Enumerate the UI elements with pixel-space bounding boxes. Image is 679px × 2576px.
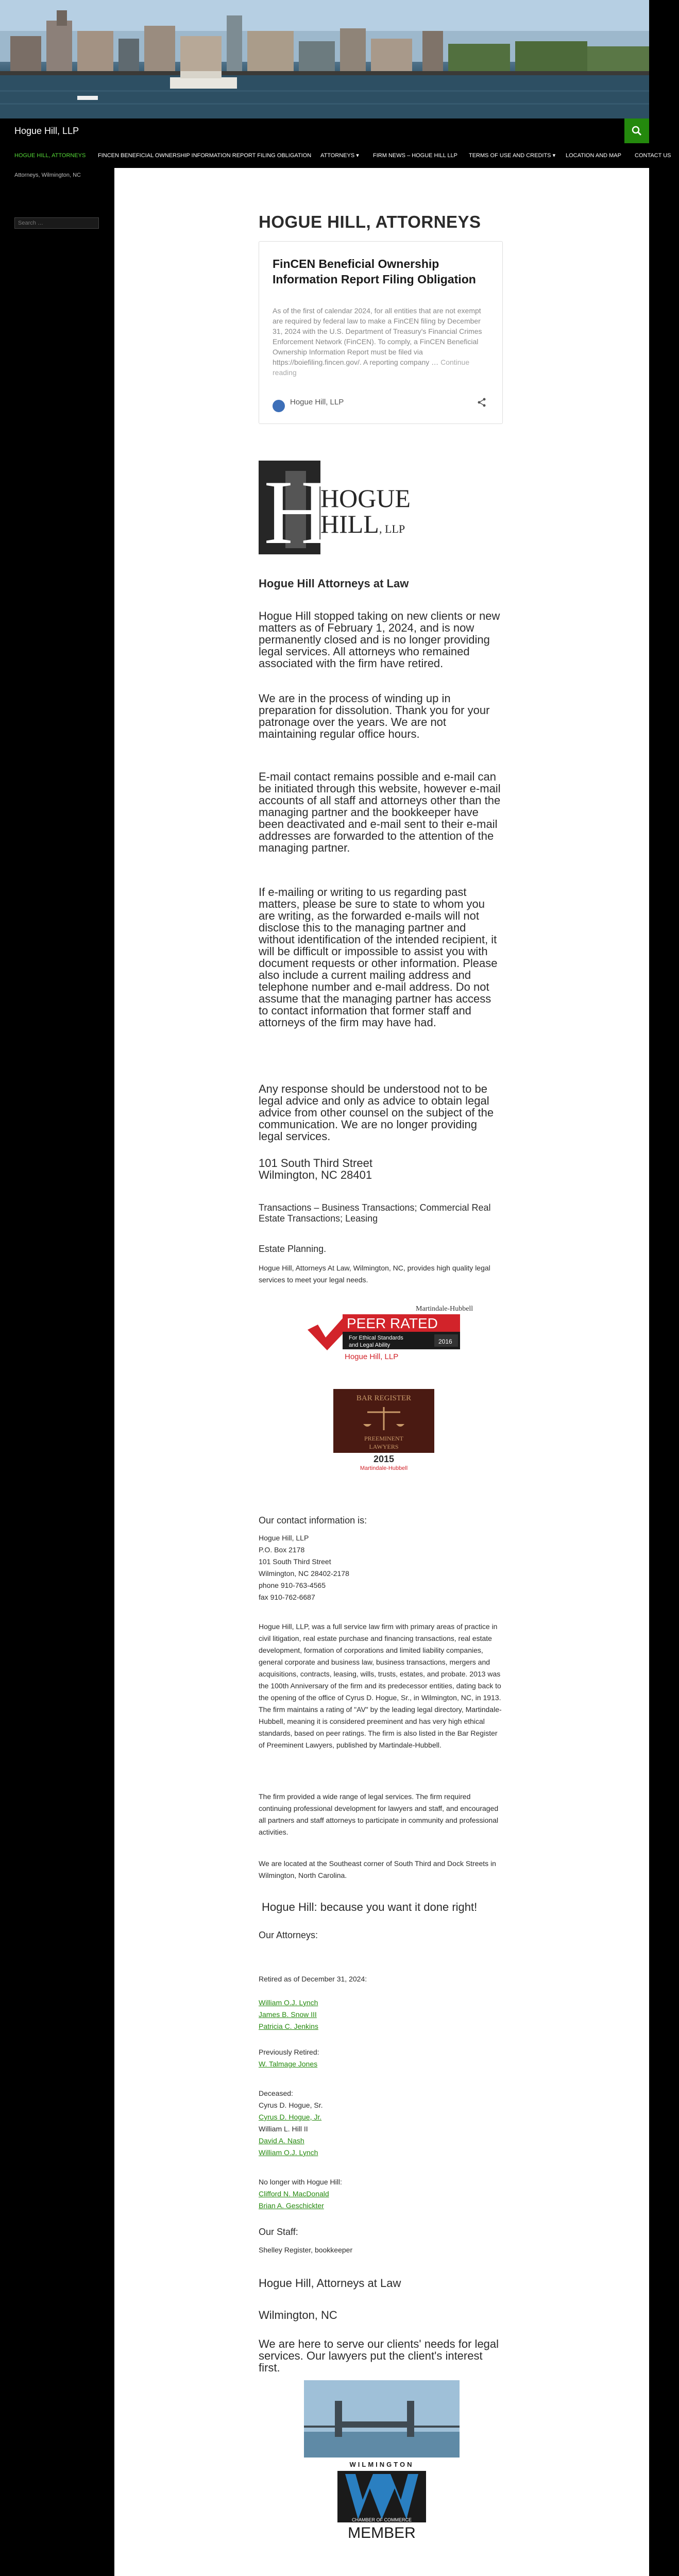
chamber-graphic bbox=[304, 2380, 460, 2541]
contact-line: fax 910-762-6687 bbox=[259, 1593, 315, 1601]
bar-register-brand: Martindale-Hubbell bbox=[360, 1465, 408, 1471]
contact-line: P.O. Box 2178 bbox=[259, 1546, 305, 1554]
peer-rated-graphic bbox=[302, 1301, 473, 1363]
site-title-link[interactable]: Hogue Hill, LLP bbox=[14, 126, 79, 136]
nav-item-firm-news[interactable]: FIRM NEWS – HOGUE HILL LLP bbox=[373, 152, 458, 159]
peer-rated-badge bbox=[302, 1301, 473, 1363]
attorney-link[interactable]: W. Talmage Jones bbox=[259, 2060, 318, 2068]
search-toggle-button[interactable] bbox=[624, 118, 649, 143]
contact-line: 101 South Third Street bbox=[259, 1557, 331, 1566]
former-label: No longer with Hogue Hill: bbox=[259, 2178, 342, 2186]
chamber-member-badge bbox=[304, 2380, 460, 2541]
logo-line1: HOGUE bbox=[320, 484, 411, 513]
closing-heading: Hogue Hill, Attorneys at Law bbox=[259, 2277, 401, 2290]
attorney-link[interactable]: Clifford N. MacDonald bbox=[259, 2190, 329, 2198]
nav-item-home[interactable]: HOGUE HILL, ATTORNEYS bbox=[14, 152, 86, 159]
badge-top-text: Martindale-Hubbell bbox=[416, 1305, 473, 1313]
badge-sub2: and Legal Ability bbox=[349, 1342, 391, 1348]
former-list bbox=[259, 2176, 503, 2212]
past-matters-notice: If e-mailing or writing to us regarding past matters, please be sure to state to whom you are writing, as the forwarded e-mails will not disclose this to the managing partner and without identification of the intended recipient, it will be difficult or impossible to assist you with document requests or other information. Please also include a current mailing address and telephone number and e-mail address. Do not assume that the managing partner has access to contact information that former staff and attorneys of the firm may have had. bbox=[259, 886, 498, 1029]
closure-notice: Hogue Hill stopped taking on new clients or new matters as of February 1, 2024, and is now permanently closed and is no longer providing legal services. All attorneys who remained associated with the firm have retired. bbox=[259, 609, 500, 670]
previously-retired-label: Previously Retired: bbox=[259, 2048, 319, 2056]
chamber-member: MEMBER bbox=[348, 2524, 416, 2541]
winding-up-notice: We are in the process of winding up in preparation for dissolution. Thank you for your patronage over the years. We are not maintaining regular office hours. bbox=[259, 692, 490, 740]
location-paragraph: We are located at the Southeast corner of South Third and Dock Streets in Wilmington, North Carolina. bbox=[259, 1859, 496, 1879]
site-tagline: Attorneys, Wilmington, NC bbox=[14, 172, 81, 178]
share-icon[interactable] bbox=[477, 397, 487, 408]
card-site-name: Hogue Hill, LLP bbox=[290, 398, 344, 406]
header-image[interactable] bbox=[0, 0, 649, 118]
riverfront-photo bbox=[0, 0, 649, 118]
badge-sub1: For Ethical Standards bbox=[349, 1335, 403, 1341]
chamber-label: WILMINGTON bbox=[349, 2461, 414, 2468]
attorney-link[interactable]: William O.J. Lynch bbox=[259, 2148, 318, 2157]
card-excerpt-text: As of the first of calendar 2024, for all entities that are not exempt are required by federal law to make a FinCEN filing by December 31, 2024 with the U.S. Department of Treasury's Financial Crimes Enforcement Network (FinCEN). To comply, a FinCEN Beneficial Ownership Information Report must be filed via https://boiefiling.fincen.gov/. A reporting company … bbox=[273, 307, 482, 366]
address-line2: Wilmington, NC 28401 bbox=[259, 1168, 372, 1181]
w-logo-icon bbox=[345, 2474, 418, 2519]
contact-block bbox=[259, 1532, 503, 1603]
wordpress-site-icon bbox=[273, 400, 285, 412]
practice-areas: Transactions – Business Transactions; Commercial Real Estate Transactions; Leasing bbox=[259, 1202, 491, 1224]
card-title[interactable]: FinCEN Beneficial Ownership Information Report Filing Obligation bbox=[273, 257, 476, 286]
chamber-sub: CHAMBER OF COMMERCE bbox=[351, 2517, 412, 2522]
bar-register-graphic bbox=[333, 1389, 434, 1471]
staff-heading: Our Staff: bbox=[259, 2227, 298, 2237]
continue-reading-link[interactable]: Continue reading bbox=[273, 358, 470, 377]
law-heading: Hogue Hill Attorneys at Law bbox=[259, 577, 409, 590]
contact-heading: Our contact information is: bbox=[259, 1515, 367, 1526]
email-notice: E-mail contact remains possible and e-mail can be initiated through this website, however e-mail accounts of all staff and attorneys other than the managing partner and the bookkeeper have been deactivated and e-mail sent to their e-mail addresses are forwarded to the attention of the managing partner. bbox=[259, 770, 501, 854]
attorney-name: William L. Hill II bbox=[259, 2125, 308, 2133]
attorneys-heading: Our Attorneys: bbox=[259, 1930, 318, 1940]
attorney-link[interactable]: James B. Snow III bbox=[259, 2010, 317, 2019]
nav-item-terms-label: TERMS OF USE AND CREDITS bbox=[469, 152, 551, 159]
services-paragraph: The firm provided a wide range of legal services. The firm required continuing professional development for lawyers and staff, and encouraged all partners and staff attorneys to participate in community and professional activities. bbox=[259, 1792, 499, 1836]
logo-letter: H bbox=[264, 461, 330, 563]
attorney-name: Cyrus D. Hogue, Sr. bbox=[259, 2101, 323, 2109]
hogue-hill-logo bbox=[259, 461, 411, 563]
closing-paragraph: We are here to serve our clients' needs for legal services. Our lawyers put the client's interest first. bbox=[259, 2337, 499, 2374]
attorney-link[interactable]: David A. Nash bbox=[259, 2137, 304, 2145]
card-excerpt bbox=[273, 306, 489, 378]
contact-line: Wilmington, NC 28402-2178 bbox=[259, 1569, 349, 1578]
main-content bbox=[114, 168, 649, 2576]
bar-register-line3: LAWYERS bbox=[369, 1443, 399, 1450]
estate-planning: Estate Planning. bbox=[259, 1244, 327, 1254]
address-line1: 101 South Third Street bbox=[259, 1157, 372, 1170]
nav-item-fincen[interactable]: FINCEN BENEFICIAL OWNERSHIP INFORMATION REPORT FILING OBLIGATION bbox=[98, 152, 312, 159]
bar-register-line2: PREEMINENT bbox=[364, 1435, 403, 1442]
services-intro: Hogue Hill, Attorneys At Law, Wilmington, NC, provides high quality legal services to meet your legal needs. bbox=[259, 1264, 490, 1284]
nav-item-attorneys-label: ATTORNEYS bbox=[320, 152, 355, 159]
attorney-link[interactable]: Brian A. Geschickter bbox=[259, 2201, 324, 2210]
chevron-down-icon: ▾ bbox=[356, 152, 359, 159]
staff-line: Shelley Register, bookkeeper bbox=[259, 2246, 353, 2254]
about-paragraph: Hogue Hill, LLP, was a full service law firm with primary areas of practice in civil litigation, real estate purchase and financing transactions, real estate development, formation of corporations and limited liability companies, general corporate and business law, business transactions, mergers and acquisitions, contracts, leasing, wills, trusts, estates, and probate. 2013 was the 100th Anniversary of the firm and its predecessor entities, dating back to the opening of the office of Cyrus D. Hogue, Sr., in Wilmington, NC, in 1913. The firm maintains a rating of "AV" by the leading legal directory, Martindale-Hubbell, meaning it is considered preeminent and has very high ethical standards, based on peer ratings. The firm is also listed in the Bar Register of Preeminent Lawyers, published by Martindale-Hubbell. bbox=[259, 1622, 502, 1749]
attorney-link[interactable]: William O.J. Lynch bbox=[259, 1998, 318, 2007]
bar-register-year: 2015 bbox=[373, 1454, 395, 1464]
deceased-label: Deceased: bbox=[259, 2089, 293, 2097]
nav-item-terms[interactable] bbox=[469, 143, 555, 168]
deceased-list bbox=[259, 2088, 503, 2159]
closing-city: Wilmington, NC bbox=[259, 2309, 337, 2321]
search-icon bbox=[624, 118, 649, 143]
response-disclaimer: Any response should be understood not to be legal advice and only as advice to obtain legal advice from other counsel on the subject of the communication. We are no longer providing legal services. bbox=[259, 1082, 494, 1143]
badge-year: 2016 bbox=[438, 1338, 452, 1345]
chevron-down-icon: ▾ bbox=[552, 152, 556, 159]
site-header bbox=[0, 118, 679, 143]
logo-line2: HILL bbox=[320, 510, 379, 538]
attorney-link[interactable]: Cyrus D. Hogue, Jr. bbox=[259, 2113, 322, 2121]
badge-firm-name: Hogue Hill, LLP bbox=[345, 1352, 399, 1361]
nav-item-contact[interactable]: CONTACT US bbox=[635, 152, 671, 159]
page-title: HOGUE HILL, ATTORNEYS bbox=[259, 212, 481, 231]
retired-label: Retired as of December 31, 2024: bbox=[259, 1975, 367, 1983]
bar-register-line1: BAR REGISTER bbox=[356, 1394, 412, 1402]
attorney-link[interactable]: Patricia C. Jenkins bbox=[259, 2022, 318, 2030]
logo-graphic bbox=[259, 461, 411, 563]
address bbox=[259, 1157, 503, 1181]
retired-list bbox=[259, 1973, 503, 2032]
fincen-post-card[interactable] bbox=[259, 241, 503, 424]
primary-navigation bbox=[0, 143, 679, 168]
badge-main-text: PEER RATED bbox=[347, 1315, 438, 1331]
previously-retired-list bbox=[259, 2046, 503, 2070]
nav-item-attorneys[interactable] bbox=[320, 143, 359, 168]
nav-item-location[interactable]: LOCATION AND MAP bbox=[566, 152, 621, 159]
logo-suffix: , LLP bbox=[379, 522, 405, 535]
slogan: Hogue Hill: because you want it done right! bbox=[262, 1901, 478, 1913]
bar-register-badge bbox=[333, 1389, 434, 1471]
contact-line: Hogue Hill, LLP bbox=[259, 1534, 309, 1542]
sidebar-search-input[interactable] bbox=[14, 217, 99, 229]
contact-line: phone 910-763-4565 bbox=[259, 1581, 326, 1589]
